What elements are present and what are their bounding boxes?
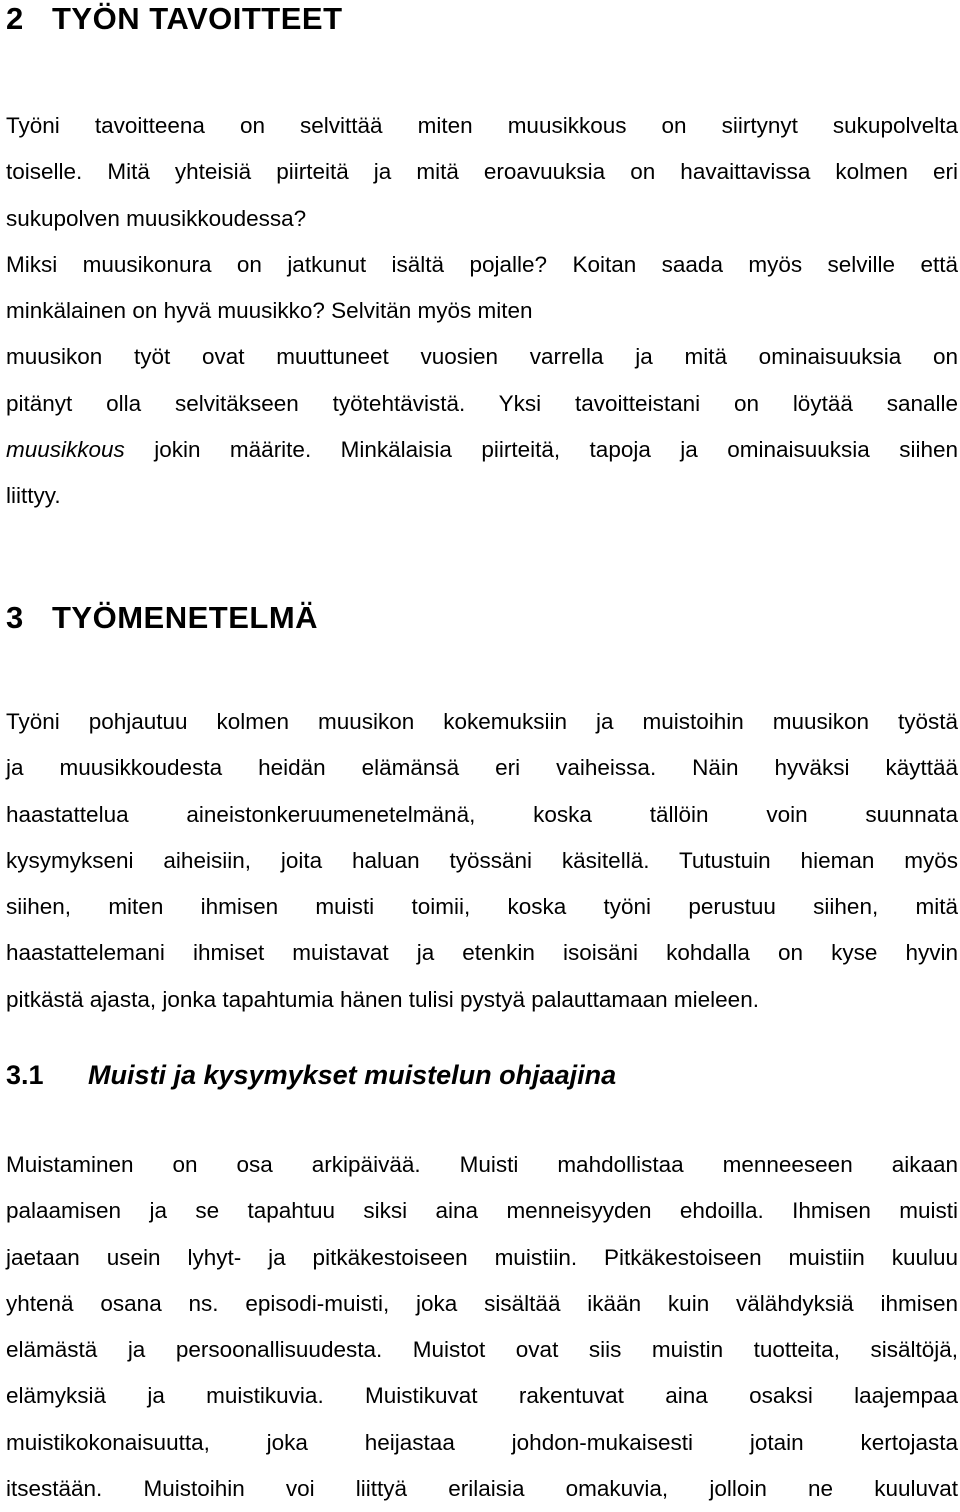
section-3-number: 3 xyxy=(6,600,24,635)
section-2-heading xyxy=(6,1,343,37)
text-line-rest: jokin määrite. Minkälaisia piirteitä, tapoja ja ominaisuuksia siihen xyxy=(124,437,958,463)
text-line: toiselle. Mitä yhteisiä piirteitä ja mitä eroavuuksia on havaittavissa kolmen eri xyxy=(6,159,958,185)
text-line: haastattelua aineistonkeruumenetelmänä, koska tällöin voin suunnata xyxy=(6,801,958,827)
text-line: haastattelemani ihmiset muistavat ja etenkin isoisäni kohdalla on kyse hyvin xyxy=(6,940,958,966)
text-line: kysymykseni aiheisiin, joita haluan työssäni käsitellä. Tutustuin hieman myös xyxy=(6,847,958,873)
section-2-title: TYÖN TAVOITTEET xyxy=(52,1,343,36)
text-line: pitkästä ajasta, jonka tapahtumia hänen tulisi pystyä palauttamaan mieleen. xyxy=(6,986,759,1012)
italic-term: muusikkous xyxy=(6,437,125,463)
text-line xyxy=(6,427,958,473)
section-3-title: TYÖMENETELMÄ xyxy=(52,600,319,635)
text-line: itsestään. Muistoihin voi liittyä erilaisia omakuvia, jolloin ne kuuluvat xyxy=(6,1476,958,1502)
text-line: sukupolven muusikkoudessa? xyxy=(6,205,307,231)
text-line: liittyy. xyxy=(6,483,61,509)
text-line: elämyksiä ja muistikuvia. Muistikuvat rakentuvat aina osaksi laajempaa xyxy=(6,1383,958,1409)
section-3-1-title: Muisti ja kysymykset muistelun ohjaajina xyxy=(88,1060,617,1090)
section-3-paragraph xyxy=(6,699,958,1023)
text-line: Muistaminen on osa arkipäivää. Muisti mahdollistaa menneeseen aikaan xyxy=(6,1152,958,1177)
section-2-paragraph xyxy=(6,103,958,520)
text-line: muistikokonaisuutta, joka heijastaa johdon-mukaisesti jotain kertojasta xyxy=(6,1429,958,1455)
text-line: yhtenä osana ns. episodi-muisti, joka sisältää ikään kuin välähdyksiä ihmisen xyxy=(6,1290,958,1316)
text-line: pitänyt olla selvitäkseen työtehtävistä. Yksi tavoitteistani on löytää sanalle xyxy=(6,390,958,416)
section-3-1-heading xyxy=(6,1060,616,1091)
text-line: elämästä ja persoonallisuudesta. Muistot ovat siis muistin tuotteita, sisältöjä, xyxy=(6,1337,958,1363)
section-3-1-paragraph xyxy=(6,1142,958,1512)
text-line: siihen, miten ihmisen muisti toimii, koska työni perustuu siihen, mitä xyxy=(6,894,958,920)
section-3-1-number: 3.1 xyxy=(6,1060,44,1090)
section-2-number: 2 xyxy=(6,1,24,36)
text-line: jaetaan usein lyhyt- ja pitkäkestoiseen muistiin. Pitkäkestoiseen muistiin kuuluu xyxy=(6,1244,958,1270)
text-line: ja muusikkoudesta heidän elämänsä eri vaiheissa. Näin hyväksi käyttää xyxy=(6,755,958,781)
text-line: Työni pohjautuu kolmen muusikon kokemuksiin ja muistoihin muusikon työstä xyxy=(6,709,958,734)
section-3-heading xyxy=(6,600,318,636)
text-line: palaamisen ja se tapahtuu siksi aina menneisyyden ehdoilla. Ihmisen muisti xyxy=(6,1198,958,1224)
text-line: muusikon työt ovat muuttuneet vuosien varrella ja mitä ominaisuuksia on xyxy=(6,344,958,370)
text-line: minkälainen on hyvä muusikko? Selvitän myös miten xyxy=(6,298,533,324)
text-line: Miksi muusikonura on jatkunut isältä pojalle? Koitan saada myös selville että xyxy=(6,251,958,277)
text-line: Työni tavoitteena on selvittää miten muusikkous on siirtynyt sukupolvelta xyxy=(6,113,958,138)
